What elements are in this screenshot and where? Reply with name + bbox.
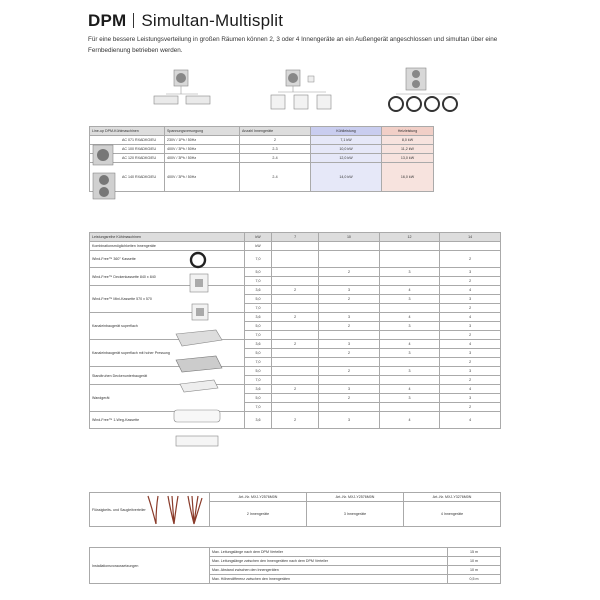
combination-table xyxy=(89,232,501,429)
table-row: Kanaleinbaugerät superflach 3,6 2 3 4 4 xyxy=(90,313,501,322)
table-row: Flüssigkeits- und Saugleitverteiler Art.-Nr. MXJ-Y2576M0N Art.-Nr. MXJ-Y2576M0N Art.-Nr. MXJ-Y3276M0N xyxy=(90,493,501,502)
table-row: AC 140 RXADKG/EU 400V / 3Ph / 50Hz 2-4 14,0 kW 16,0 kW xyxy=(90,163,434,192)
title-main: DPM xyxy=(88,11,127,30)
table-row: 5,0 2 3 3 xyxy=(90,394,501,403)
combo-4-illustration xyxy=(388,66,478,114)
table-row: Line-up DPM-Kühlmaschinen Spannungsversorgung Anzahl Innengeräte Kühlleistung Heizleistung xyxy=(90,127,434,136)
table-row: Kanaleinbaugerät superflach mit hoher Pressung 3,6 2 3 4 4 xyxy=(90,340,501,349)
indoor-unit-name: Standtruhen Deckenunterbaugerät xyxy=(90,367,245,385)
title-subtitle: Simultan-Multisplit xyxy=(141,11,284,30)
round-cassette-icon xyxy=(191,253,205,267)
indoor-unit-name: Kanaleinbaugerät superflach xyxy=(90,313,245,340)
lineup-table xyxy=(89,126,434,192)
indoor-unit-name: Wind-Free™ 1-Weg-Kassette xyxy=(90,412,245,429)
table-row: AC 071 RXADKG/EU 230V / 1Ph / 50Hz 2 7,1 kW 8,0 kW xyxy=(90,136,434,145)
one-way-cassette-icon xyxy=(176,436,218,446)
indoor-unit-name: Wandgerät xyxy=(90,385,245,412)
combo-2-illustration xyxy=(150,68,230,114)
table-row: Wind-Free™ Deckenkassette 840 x 840 5,0 2 3 3 xyxy=(90,268,501,277)
indoor-unit-name: Wind-Free™ Deckenkassette 840 x 840 xyxy=(90,268,245,286)
table-row: Leistungsreihe Kühlmaschinen kW 7 10 12 14 xyxy=(90,233,501,242)
table-row: 7,0 2 xyxy=(90,304,501,313)
indoor-unit-icon xyxy=(186,96,210,104)
table-row: 7,0 2 xyxy=(90,277,501,286)
table-row: AC 100 RXADKG/EU 400V / 3Ph / 50Hz 2-3 10,0 kW 11,2 kW xyxy=(90,145,434,154)
duct-high-pressure-icon xyxy=(176,356,222,372)
indoor-unit-name: Kanaleinbaugerät superflach mit hoher Pressung xyxy=(90,340,245,367)
outdoor-units-image xyxy=(91,143,117,201)
round-cassette-icon xyxy=(443,97,457,111)
table-row: Wind-Free™ Mini-Kassette 570 x 570 3,6 2 3 4 4 xyxy=(90,286,501,295)
table-row: 5,0 2 3 3 xyxy=(90,322,501,331)
distributor-pipes-image xyxy=(140,494,210,526)
table-row: Installationsvoraussetzungen Max. Leitungslänge nach dem DPM Verteiler 15 m xyxy=(90,548,501,557)
table-row: 7,0 2 xyxy=(90,403,501,412)
table-row: 7,0 2 xyxy=(90,358,501,367)
duct-unit-icon xyxy=(176,330,222,346)
table-row: 5,0 2 3 3 xyxy=(90,349,501,358)
remote-icon xyxy=(308,76,314,82)
cassette-icon xyxy=(317,95,331,109)
indoor-unit-name: Wind-Free™ Mini-Kassette 570 x 570 xyxy=(90,286,245,313)
page-title xyxy=(88,11,283,31)
ceiling-unit-icon xyxy=(180,380,218,392)
table-row: Kombinationsmöglichkeiten Innengeräte kW xyxy=(90,242,501,251)
table-row: AC 120 RXADKG/EU 400V / 3Ph / 50Hz 2-4 12,0 kW 13,0 kW xyxy=(90,154,434,163)
indoor-unit-name: Wind-Free™ 360° Kassette xyxy=(90,251,245,268)
intro-text: Für eine bessere Leistungsverteilung in großen Räumen können 2, 3 oder 4 Innengeräte an ein Außengerät angeschlossen und simultan über eine Fernbedienung betrieben werden. xyxy=(88,36,498,54)
table-row: Wind-Free™ 360° Kassette 7,0 2 xyxy=(90,251,501,268)
table-row: Wandgerät 3,6 2 3 4 4 xyxy=(90,385,501,394)
round-cassette-icon xyxy=(389,97,403,111)
round-cassette-icon xyxy=(425,97,439,111)
table-row: 2 Innengeräte 3 Innengeräte 4 Innengeräte xyxy=(90,502,501,527)
combo-3-illustration xyxy=(268,68,348,114)
installation-table xyxy=(89,547,501,584)
wall-unit-icon xyxy=(174,410,220,422)
fan-icon xyxy=(288,73,298,83)
indoor-units-images xyxy=(170,250,230,450)
fan-icon xyxy=(176,73,186,83)
table-row: Max. Abstand zwischen den Innengeräten 10 m xyxy=(90,566,501,575)
table-row: 5,0 2 3 3 xyxy=(90,295,501,304)
cassette-icon xyxy=(294,95,308,109)
round-cassette-icon xyxy=(407,97,421,111)
table-row: Max. Höhendifferenz zwischen den Innengeräten 0,5 m xyxy=(90,575,501,584)
indoor-unit-icon xyxy=(154,96,178,104)
cassette-icon xyxy=(271,95,285,109)
title-divider xyxy=(133,13,134,28)
table-row: 7,0 2 xyxy=(90,376,501,385)
table-row: Wind-Free™ 1-Weg-Kassette 3,6 2 3 4 4 xyxy=(90,412,501,429)
table-row: Max. Leitungslänge zwischen den Innengeräten nach dem DPM Verteiler 10 m xyxy=(90,557,501,566)
table-row: Standtruhen Deckenunterbaugerät 5,0 2 3 3 xyxy=(90,367,501,376)
table-row: 7,0 2 xyxy=(90,331,501,340)
